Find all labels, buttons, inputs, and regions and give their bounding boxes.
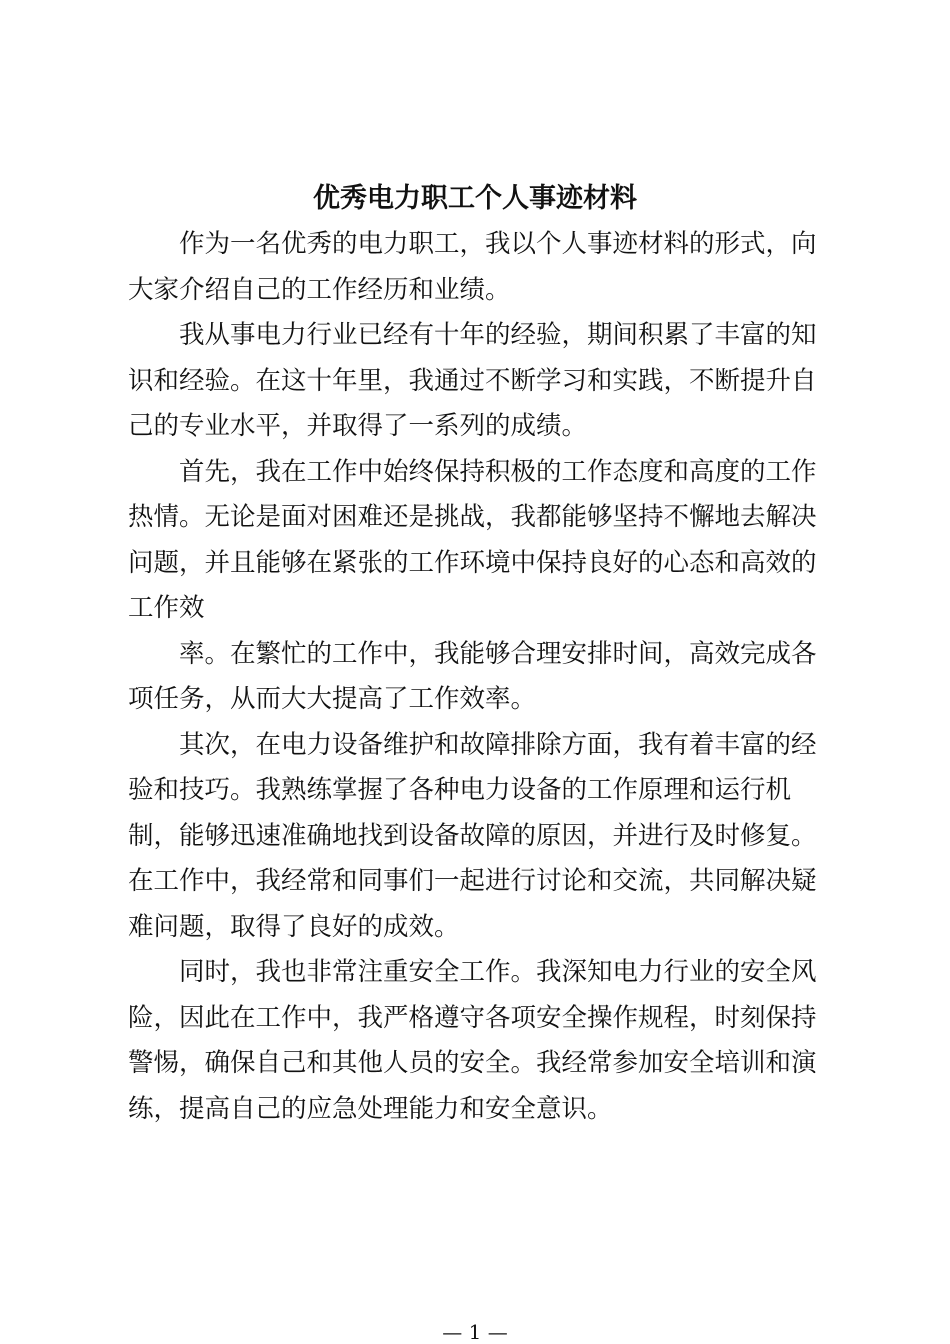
paragraph-line: 险，因此在工作中，我严格遵守各项安全操作规程，时刻保持 bbox=[128, 1002, 817, 1033]
paragraph-line: 练，提高自己的应急处理能力和安全意识。 bbox=[128, 1093, 613, 1124]
paragraph-line: 作为一名优秀的电力职工，我以个人事迹材料的形式，向 bbox=[179, 229, 817, 259]
paragraph-line: 我从事电力行业已经有十年的经验，期间积累了丰富的知 bbox=[179, 320, 817, 350]
paragraph-line: 识和经验。在这十年里，我通过不断学习和实践，不断提升自 bbox=[128, 365, 817, 396]
paragraph-line: 在工作中，我经常和同事们一起进行讨论和交流，共同解决疑 bbox=[128, 866, 817, 896]
paragraph-line: 首先，我在工作中始终保持积极的工作态度和高度的工作 bbox=[179, 456, 817, 487]
paragraph-4 bbox=[128, 632, 822, 723]
paragraph-line: 验和技巧。我熟练掌握了各种电力设备的工作原理和运行机 bbox=[128, 775, 792, 805]
paragraph-1 bbox=[128, 222, 822, 313]
paragraph-line: 项任务，从而大大提高了工作效率。 bbox=[128, 684, 537, 714]
paragraph-line: 制，能够迅速准确地找到设备故障的原因，并进行及时修复。 bbox=[128, 820, 817, 851]
paragraph-line: 己的专业水平，并取得了一系列的成绩。 bbox=[128, 411, 588, 441]
paragraph-6 bbox=[128, 950, 822, 1132]
paragraph-2 bbox=[128, 313, 822, 450]
paragraph-line: 警惕，确保自己和其他人员的安全。我经常参加安全培训和演 bbox=[128, 1048, 817, 1078]
paragraph-line: 率。在繁忙的工作中，我能够合理安排时间，高效完成各 bbox=[179, 638, 817, 669]
page-number: — 1 — bbox=[442, 1320, 508, 1344]
paragraph-line: 热情。无论是面对困难还是挑战，我都能够坚持不懈地去解决 bbox=[128, 502, 817, 532]
paragraph-line: 同时，我也非常注重安全工作。我深知电力行业的安全风 bbox=[179, 957, 817, 987]
paragraph-line: 难问题，取得了良好的成效。 bbox=[128, 911, 460, 942]
paragraph-line: 问题，并且能够在紧张的工作环境中保持良好的心态和高效的 bbox=[128, 547, 817, 578]
paragraph-line: 工作效 bbox=[128, 593, 205, 623]
paragraph-5 bbox=[128, 723, 822, 951]
paragraph-line: 其次，在电力设备维护和故障排除方面，我有着丰富的经 bbox=[179, 729, 817, 760]
document-title: 优秀电力职工个人事迹材料 bbox=[313, 183, 637, 214]
paragraph-3 bbox=[128, 450, 822, 632]
paragraph-line: 大家介绍自己的工作经历和业绩。 bbox=[128, 274, 511, 305]
document-body bbox=[128, 222, 822, 1132]
